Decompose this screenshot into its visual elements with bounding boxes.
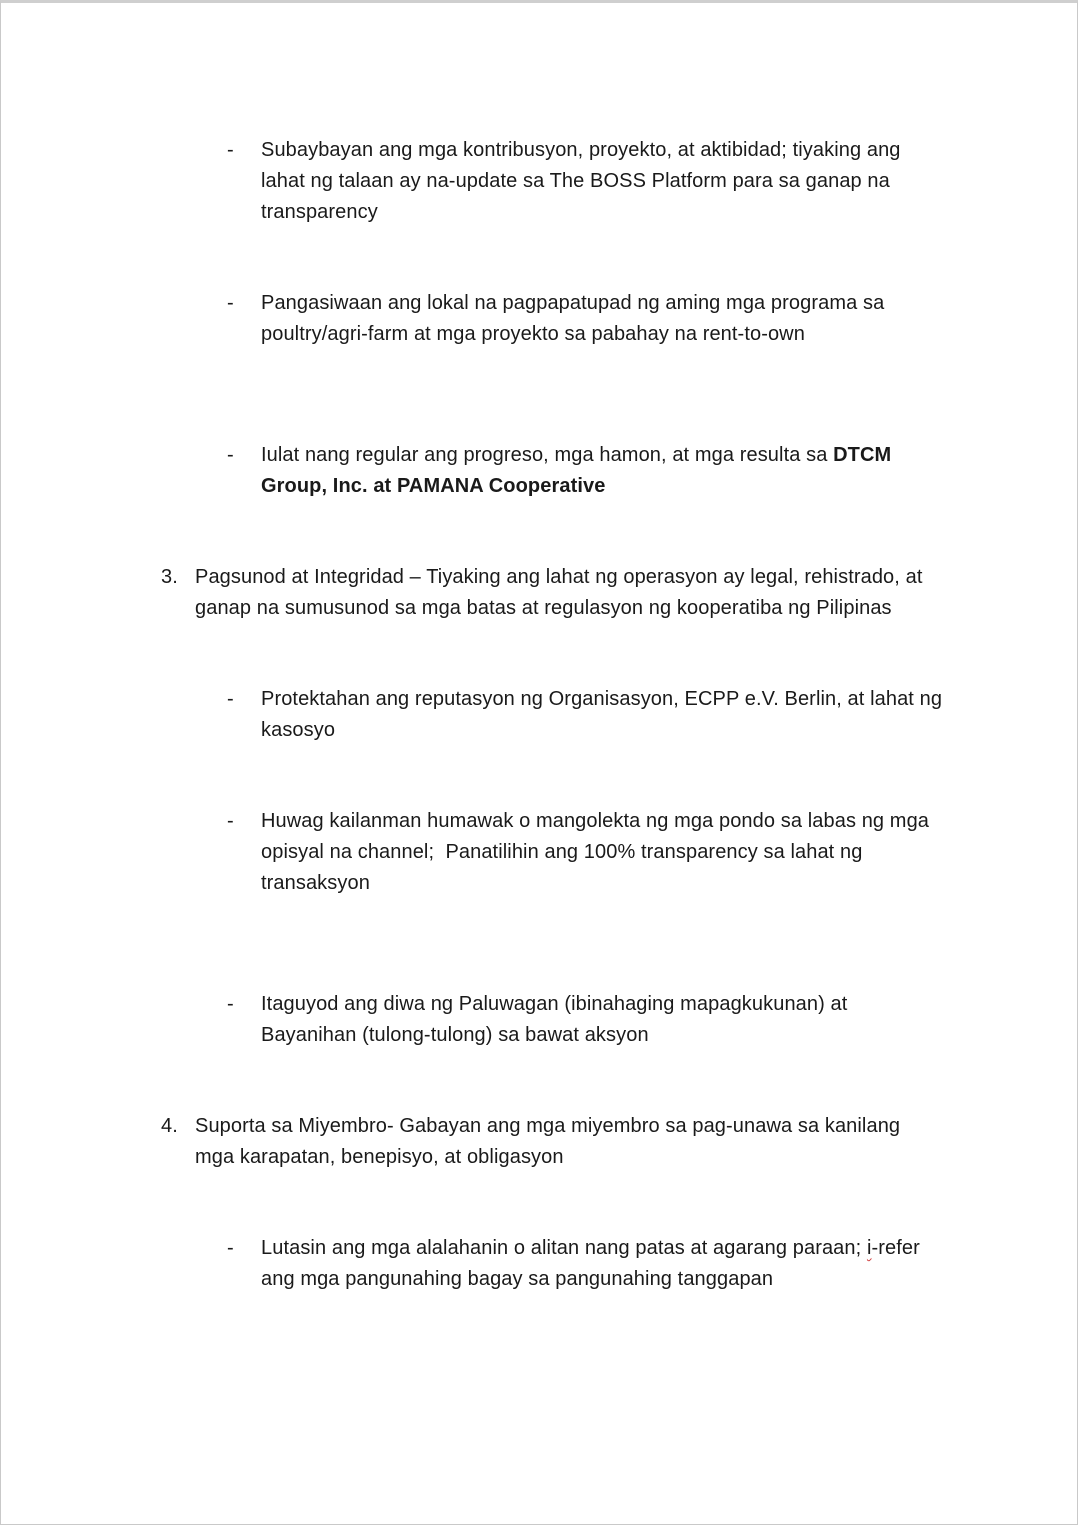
bold-org-name-cont: Group, Inc. at PAMANA Cooperative xyxy=(261,475,606,497)
bullet-dash: - xyxy=(227,444,234,466)
bullet-dash: - xyxy=(227,993,234,1015)
list-item-text: Protektahan ang reputasyon ng Organisasyon, ECPP e.V. Berlin, at lahat ng kasosyo xyxy=(261,688,943,741)
list-item-text: Itaguyod ang diwa ng Paluwagan (ibinahaging mapagkukunan) at Bayanihan (tulong-tulong) sa bawat aksyon xyxy=(261,993,848,1046)
spellcheck-flagged-text[interactable]: i xyxy=(866,1237,872,1259)
numbered-item-text xyxy=(195,562,955,624)
list-item-line: Huwag kailanman humawak o mangolekta ng mga pondo sa labas ng mga xyxy=(261,810,930,832)
bold-org-name: DTCM xyxy=(833,444,892,466)
list-item-text xyxy=(261,440,941,502)
bullet-dash: - xyxy=(227,688,234,710)
list-item-text: Subaybayan ang mga kontribusyon, proyekto, at aktibidad; tiyaking ang lahat ng talaan ay na-update sa The BOSS Platform para sa ganap na transparency xyxy=(261,139,901,223)
bullet-dash: - xyxy=(227,810,234,832)
list-item-text xyxy=(261,1233,953,1295)
numbered-item-line: mga karapatan, benepisyo, at obligasyon xyxy=(195,1146,564,1168)
list-item-text-plain: -refer xyxy=(871,1237,920,1259)
list-item-line: opisyal na channel; Panatilihin ang 100% transparency sa lahat ng xyxy=(261,841,863,863)
list-item-line: transaksyon xyxy=(261,872,370,894)
bullet-dash: - xyxy=(227,139,234,161)
numbered-item-line: Pagsunod at Integridad – Tiyaking ang lahat ng operasyon ay legal, rehistrado, at xyxy=(195,566,923,588)
list-item-text-plain: Iulat nang regular ang progreso, mga hamon, at mga resulta sa xyxy=(261,444,834,466)
bullet-dash: - xyxy=(227,1237,234,1259)
list-item-text-plain: Lutasin ang mga alalahanin o alitan nang patas at agarang paraan; xyxy=(261,1237,867,1259)
list-number: 4. xyxy=(161,1115,178,1137)
list-item-line: ang mga pangunahing bagay sa pangunahing tanggapan xyxy=(261,1268,774,1290)
numbered-item-text xyxy=(195,1111,955,1173)
bullet-dash: - xyxy=(227,292,234,314)
list-item-text xyxy=(261,806,953,899)
numbered-item-line: Suporta sa Miyembro- Gabayan ang mga miyembro sa pag-unawa sa kanilang xyxy=(195,1115,901,1137)
list-number: 3. xyxy=(161,566,178,588)
numbered-item-line: ganap na sumusunod sa mga batas at regulasyon ng kooperatiba ng Pilipinas xyxy=(195,597,892,619)
list-item-text: Pangasiwaan ang lokal na pagpapatupad ng aming mga programa sa poultry/agri-farm at mga proyekto sa pabahay na rent-to-own xyxy=(261,292,885,345)
